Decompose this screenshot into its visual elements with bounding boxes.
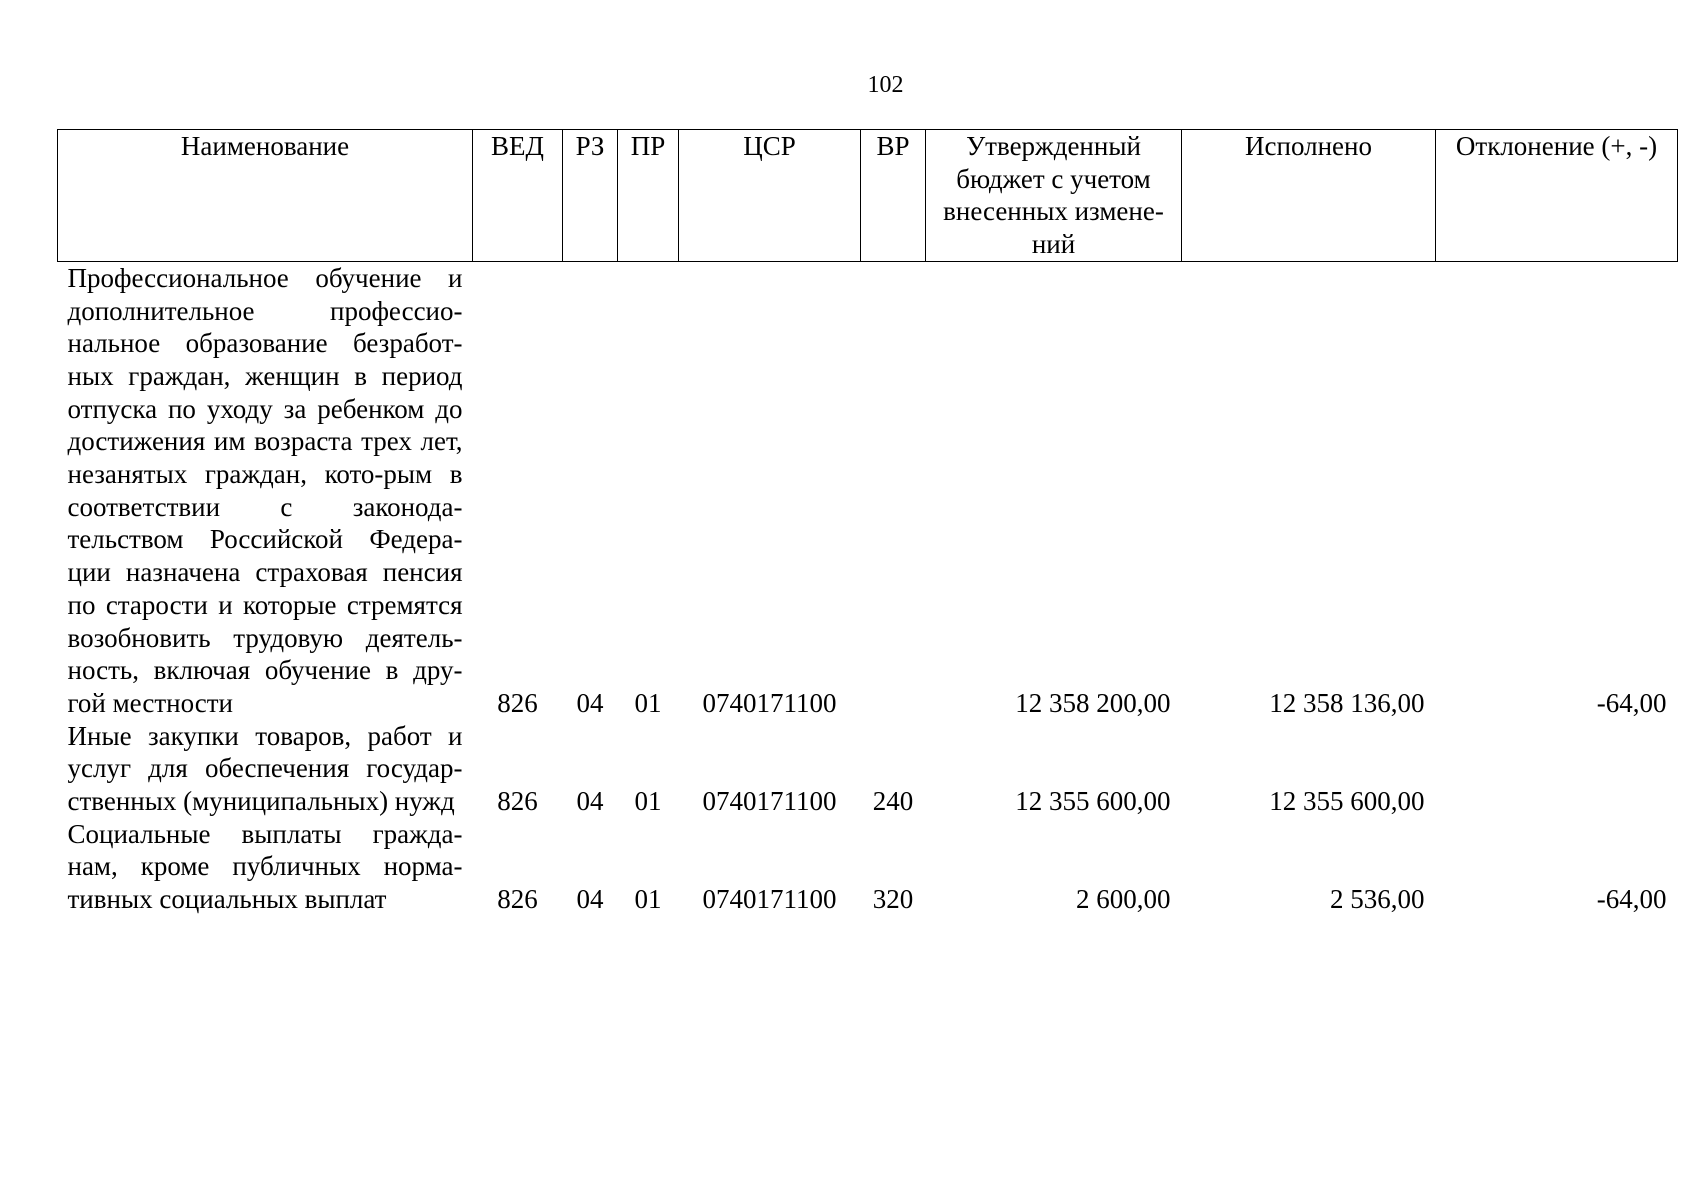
row-pr: 01 (634, 687, 662, 718)
row-vr (861, 261, 926, 719)
row-rz: 04 (576, 884, 604, 915)
table-row (58, 261, 1678, 719)
row-pr: 01 (634, 884, 662, 915)
header-vr: ВР (861, 130, 926, 262)
row-rz: 04 (576, 786, 604, 817)
row-deviation (1436, 720, 1678, 818)
row-csr: 0740171100 (702, 687, 837, 718)
header-approved-budget: Утвержденный бюджет с учетом внесенных измене-ний (926, 130, 1182, 262)
row-deviation: -64,00 (1596, 884, 1667, 915)
header-name: Наименование (58, 130, 473, 262)
row-ved: 826 (497, 786, 538, 817)
row-approved-budget: 12 358 200,00 (1015, 687, 1171, 718)
row-name: Иные закупки товаров, работ и услуг для обеспечения государ-ственных (муниципальных) нужд (67, 720, 463, 817)
row-approved-budget: 2 600,00 (1076, 884, 1171, 915)
budget-execution-table (57, 129, 1678, 916)
row-name: Социальные выплаты гражда-нам, кроме публичных норма-тивных социальных выплат (67, 818, 463, 915)
row-executed: 12 358 136,00 (1269, 687, 1425, 718)
header-rz: РЗ (563, 130, 618, 262)
header-ved: ВЕД (473, 130, 563, 262)
row-executed: 2 536,00 (1330, 884, 1425, 915)
header-csr: ЦСР (679, 130, 861, 262)
row-csr: 0740171100 (702, 884, 837, 915)
table-row (58, 720, 1678, 818)
header-pr: ПР (618, 130, 679, 262)
page-number: 102 (867, 72, 904, 98)
header-executed: Исполнено (1182, 130, 1436, 262)
row-ved: 826 (497, 884, 538, 915)
row-ved: 826 (497, 687, 538, 718)
header-deviation: Отклонение (+, -) (1436, 130, 1678, 262)
row-executed: 12 355 600,00 (1269, 786, 1425, 817)
row-approved-budget: 12 355 600,00 (1015, 786, 1171, 817)
table-header-row (58, 130, 1678, 262)
row-vr: 320 (872, 884, 914, 915)
row-deviation: -64,00 (1596, 687, 1667, 718)
row-rz: 04 (576, 687, 604, 718)
row-name: Профессиональное обучение и дополнительное профессио-нальное образование безработ-ных граждан, женщин в период отпуска по уходу за ребенком до достижения им возраста трех лет, незанятых граждан, кото-рым в соответствии с законода-тельством Российской Федера-ции назначена страховая пенсия по старости и которые стремятся возобновить трудовую деятель-ность, включая обучение в дру-гой местности (67, 262, 463, 718)
row-pr: 01 (634, 786, 662, 817)
row-csr: 0740171100 (702, 786, 837, 817)
table-row (58, 818, 1678, 916)
row-vr: 240 (872, 786, 914, 817)
